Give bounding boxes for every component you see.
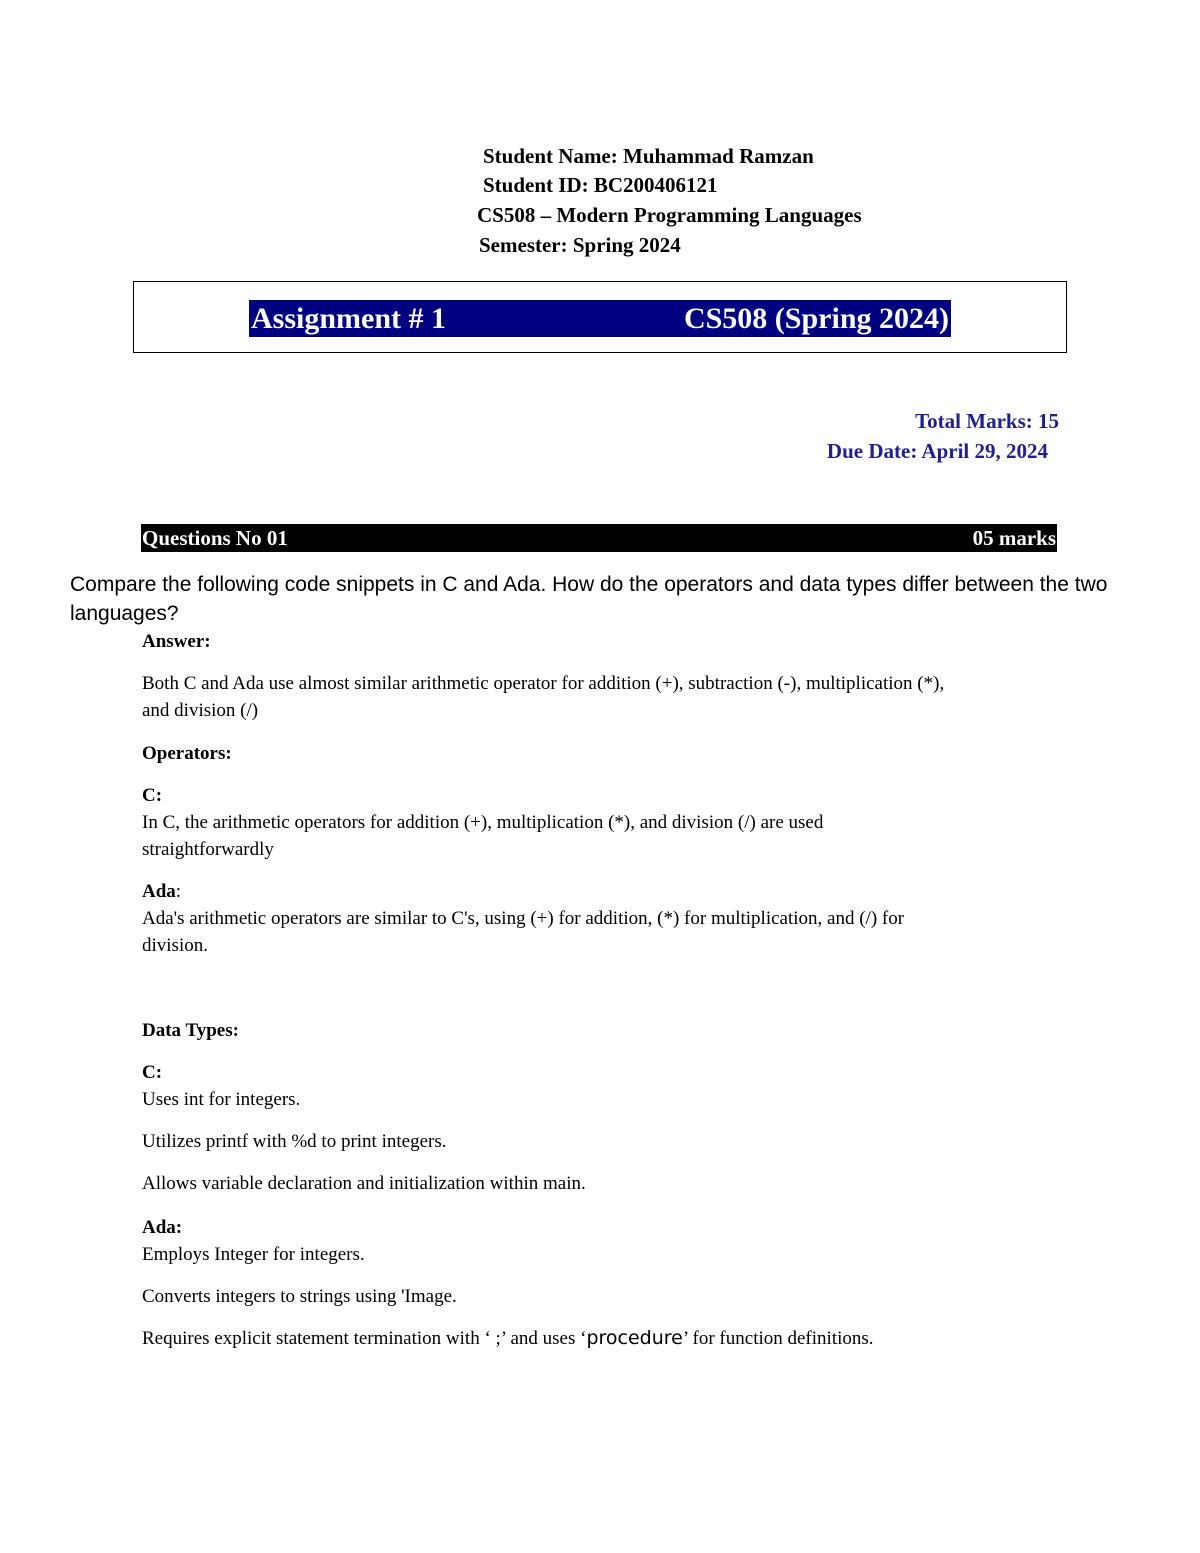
operators-ada-line-2: division. bbox=[142, 935, 208, 956]
operators-ada-line-1: Ada's arithmetic operators are similar to C's, using (+) for addition, (*) for multiplication, and (/) for bbox=[142, 908, 905, 929]
operators-ada-colon: : bbox=[175, 881, 182, 902]
datatypes-ada-label: Ada: bbox=[142, 1217, 183, 1238]
operators-c-line-2: straightforwardly bbox=[142, 839, 274, 860]
question-bar bbox=[141, 524, 1057, 552]
question-number: Questions No 01 bbox=[142, 526, 288, 550]
course-term: CS508 (Spring 2024) bbox=[683, 302, 949, 335]
operators-ada-label-row bbox=[142, 878, 181, 905]
answer-intro-line-1: Both C and Ada use almost similar arithmetic operator for addition (+), subtraction (-), multiplication (*), bbox=[142, 673, 945, 694]
procedure-keyword: procedure bbox=[586, 1327, 683, 1349]
assignment-number: Assignment # 1 bbox=[251, 302, 447, 335]
due-date: Due Date: April 29, 2024 bbox=[826, 439, 1048, 463]
datatypes-ada-item: Converts integers to strings using 'Image. bbox=[142, 1286, 457, 1307]
operators-heading: Operators: bbox=[142, 743, 232, 764]
total-marks: Total Marks: 15 bbox=[915, 409, 1059, 433]
termination-text-prefix: Requires explicit statement termination with ‘ ;’ and uses ‘ bbox=[142, 1328, 587, 1349]
datatypes-ada-item: Employs Integer for integers. bbox=[142, 1244, 365, 1265]
termination-text-suffix: ’ for function definitions. bbox=[682, 1328, 874, 1349]
datatypes-ada-item-termination bbox=[142, 1325, 874, 1352]
question-marks: 05 marks bbox=[972, 526, 1056, 550]
operators-ada-label: Ada bbox=[142, 881, 176, 902]
datatypes-c-label: C: bbox=[142, 1062, 163, 1083]
operators-c-label: C: bbox=[142, 785, 163, 806]
course-title: CS508 – Modern Programming Languages bbox=[477, 203, 862, 227]
datatypes-heading: Data Types: bbox=[142, 1020, 239, 1041]
question-text: Compare the following code snippets in C and Ada. How do the operators and data types differ between the two languages? bbox=[70, 573, 1108, 625]
answer-heading: Answer: bbox=[142, 631, 211, 652]
answer-intro-line-2: and division (/) bbox=[142, 700, 259, 721]
datatypes-c-item: Uses int for integers. bbox=[142, 1089, 301, 1110]
student-id: Student ID: BC200406121 bbox=[483, 173, 718, 197]
student-name: Student Name: Muhammad Ramzan bbox=[483, 144, 814, 168]
datatypes-c-item: Utilizes printf with %d to print integers. bbox=[142, 1131, 447, 1152]
datatypes-c-item: Allows variable declaration and initialization within main. bbox=[142, 1173, 586, 1194]
semester: Semester: Spring 2024 bbox=[479, 233, 681, 257]
operators-c-line-1: In C, the arithmetic operators for addition (+), multiplication (*), and division (/) are used bbox=[142, 812, 824, 833]
assignment-banner bbox=[249, 300, 951, 337]
